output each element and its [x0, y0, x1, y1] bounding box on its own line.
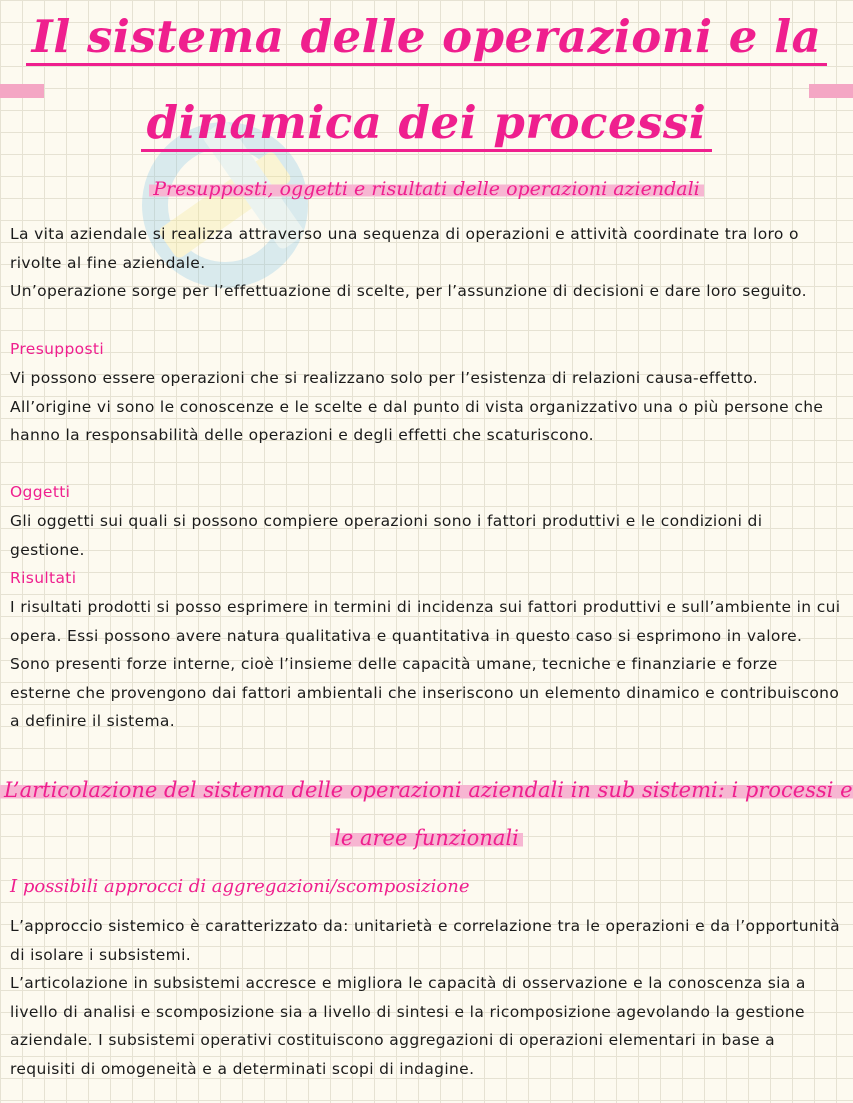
risultati-label: Risultati — [10, 569, 77, 587]
page-title-line-1-text: Il sistema delle operazioni e la — [26, 10, 828, 66]
section2-heading-line-2-text: le aree funzionali — [330, 826, 523, 850]
section2-heading-line-2 — [0, 826, 853, 850]
oggetti-text: Gli oggetti sui quali si possono compiere operazioni sono i fattori produttivi e le condizioni di gestione. — [10, 512, 763, 559]
page-title-line-2 — [0, 96, 853, 149]
section1-heading-text: Presupposti, oggetti e risultati delle operazioni aziendali — [149, 178, 704, 200]
presupposti-label: Presupposti — [10, 340, 105, 358]
section2-text: L’approccio sistemico è caratterizzato da: unitarietà e correlazione tra le operazioni e da l’opportunità di isolare i subsistemi. L’articolazione in subsistemi accresce e migliora le capacità di osservazione e la conoscenza sia a livello di analisi e scomposizione sia a livello di sintesi e la ricomposizione agevolando la gestione aziendale. I subsistemi operativi costituiscono aggregazioni di operazioni elementari in base a requisiti di omogeneità e a determinati scopi di indagine. — [10, 917, 840, 1078]
section1-heading — [0, 178, 853, 200]
right-pink-tab — [809, 84, 853, 98]
watermark-logo — [44, 24, 406, 386]
page-title-line-2-text: dinamica dei processi — [141, 96, 713, 152]
page-title-line-1 — [0, 10, 853, 63]
section2-heading-line-1-text: L’articolazione del sistema delle operazioni aziendali in sub sistemi: i processi e — [0, 778, 853, 802]
section2-subheading: I possibili approcci di aggregazioni/scomposizione — [10, 876, 470, 897]
section1-intro: La vita aziendale si realizza attraverso una sequenza di operazioni e attività coordinate tra loro o rivolte al fine aziendale. Un’operazione sorge per l’effettuazione di scelte, per l’assunzione di decisioni e dare loro seguito. — [10, 225, 807, 301]
oggetti-label: Oggetti — [10, 483, 71, 501]
presupposti-text: Vi possono essere operazioni che si realizzano solo per l’esistenza di relazioni causa-effetto. All’origine vi sono le conoscenze e le scelte e dal punto di vista organizzativo una o più persone che hanno la responsabilità delle operazioni e degli effetti che scaturiscono. — [10, 369, 824, 445]
risultati-text: I risultati prodotti si posso esprimere in termini di incidenza sui fattori produttivi e sull’ambiente in cui opera. Essi possono avere natura qualitativa e quantitativa in questo caso si esprimono in valore. Sono presenti forze interne, cioè l’insieme delle capacità umane, tecniche e finanziarie e forze esterne che provengono dai fattori ambientali che inseriscono un elemento dinamico e contribuiscono a definire il sistema. — [10, 598, 841, 731]
left-pink-tab — [0, 84, 44, 98]
section2-heading-line-1 — [0, 778, 853, 802]
